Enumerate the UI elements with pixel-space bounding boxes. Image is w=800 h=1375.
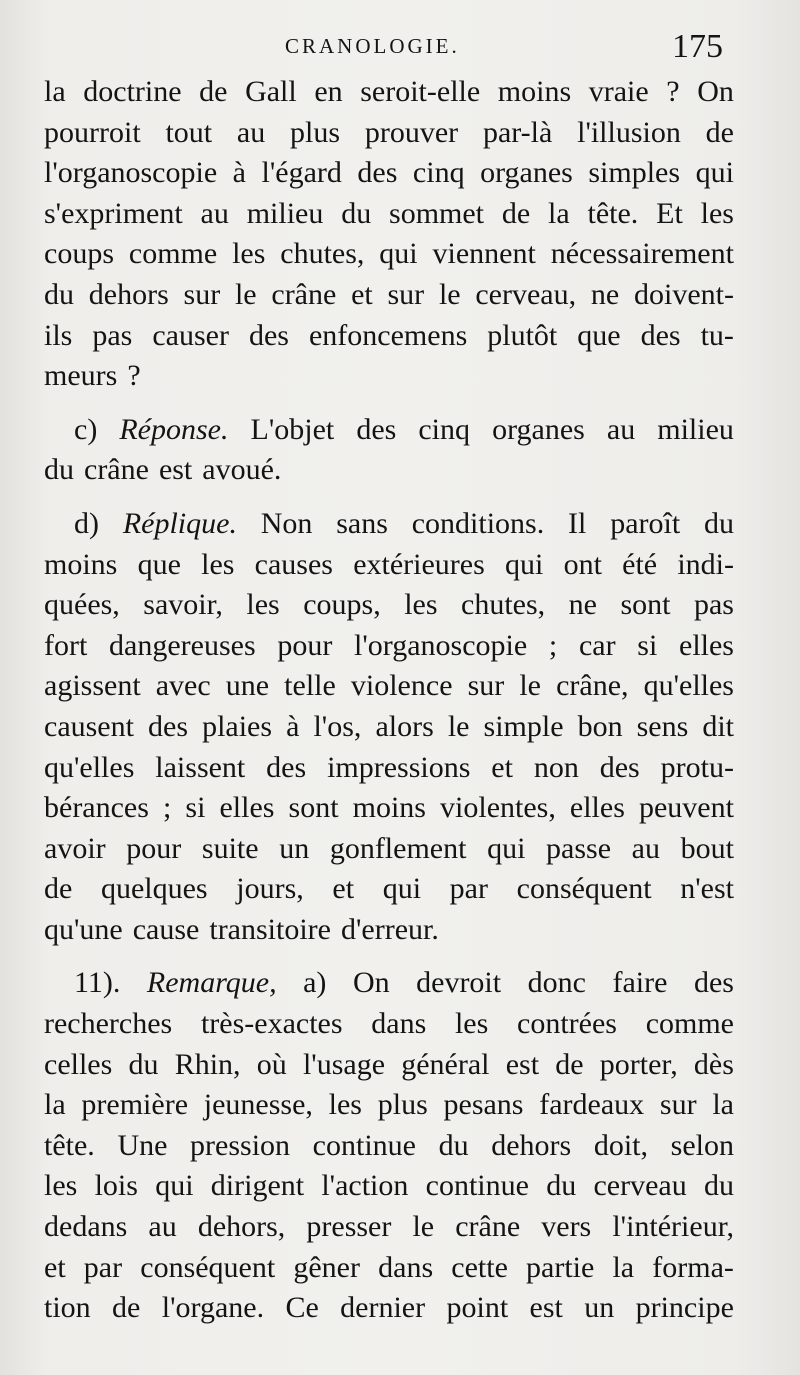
word: pression [190,1128,291,1162]
word: tu- [700,318,734,352]
word: gonflement [329,831,467,865]
word: sommet [389,196,485,230]
word: des [266,750,307,784]
word: un [584,1291,615,1325]
word: point [446,1291,509,1325]
word: dit [702,709,734,743]
word: On [697,75,734,108]
word: simples [588,156,681,190]
text-line [44,153,734,194]
word: général [401,1047,490,1081]
word: l'usage [302,1047,386,1081]
word: le [447,709,470,743]
word: qui [695,156,734,190]
word: les [328,1088,362,1122]
word: qu'une [44,912,123,946]
word: que [137,547,181,581]
text-line [44,410,734,451]
word: meurs [44,359,118,393]
text-line [44,450,734,491]
word: et [332,872,355,906]
word: partie [526,1250,595,1284]
word: l'action [321,1169,409,1203]
text-line [44,1126,734,1167]
word: telle [284,669,336,703]
word: l'égard [261,156,342,190]
word: conditions. [411,506,545,540]
text-line [44,626,734,667]
word: elles [219,791,275,825]
word: agissent [44,669,141,703]
word: dès [693,1047,734,1081]
word: milieu [657,412,734,446]
word: a) [303,966,327,1000]
word: pourroit [44,115,141,149]
text-line [44,234,734,275]
word: qu'elles [643,669,734,703]
word: Une [117,1128,168,1162]
word: continue [312,1128,416,1162]
word: dehors, [197,1210,286,1244]
word: nécessairement [550,237,734,271]
word: plutôt [487,318,558,352]
word: doctrine [83,75,182,108]
text-line [44,72,734,113]
word: de [705,115,734,149]
word: avoué. [202,453,282,487]
word: tête. [587,196,639,230]
word: sur [183,277,221,311]
word: à [232,156,246,190]
word: tête. [44,1128,95,1162]
word: première [81,1088,189,1122]
word: continue [425,1169,529,1203]
word: crâne [271,277,337,311]
word: la [712,1088,734,1122]
word: la [44,1088,66,1122]
word: et [491,750,513,784]
word: du [546,1169,577,1203]
word: sont [620,588,671,622]
word: porter, [599,1047,678,1081]
word: jours, [236,872,304,906]
word: enfoncemens [308,318,468,352]
word: moins [497,75,572,108]
text-line [44,788,734,829]
word: dehors [491,1128,572,1162]
text-line [44,910,734,951]
word: L'objet [250,412,335,446]
word: extérieures [353,547,485,581]
word: les [44,1169,78,1203]
word: causes [254,547,333,581]
word: par [83,1250,123,1284]
word: du [128,1047,159,1081]
word: tion [44,1291,91,1325]
word: qui [382,872,422,906]
word: donc [527,966,586,1000]
word: chutes, [461,588,546,622]
word: Gall [245,75,297,108]
word: ; [548,628,558,662]
word: en [314,75,343,108]
word: cause [132,912,200,946]
word: de [44,872,73,906]
word: est [529,1291,563,1325]
word: vers [541,1210,592,1244]
word: à [286,709,300,743]
word: qui [379,237,418,271]
word: des [148,709,189,743]
word: protu- [660,750,734,784]
word: car [578,628,616,662]
word: plus [290,115,341,149]
word: organes [480,156,573,190]
word: suite [201,831,259,865]
text-line [44,829,734,870]
text-line [44,666,734,707]
word: On [352,966,390,1000]
word: si [637,628,658,662]
word: le [519,669,541,703]
word: causent [44,709,134,743]
word: de [112,1291,141,1325]
word: avoir [44,831,106,865]
word: doit, [593,1128,649,1162]
word: comme [645,1007,734,1041]
word: très-exactes [200,1007,343,1041]
word: de [555,1047,584,1081]
word: cinq [418,412,471,446]
word: crâne [455,1210,521,1244]
word: principe [635,1291,734,1325]
word: été [622,547,658,581]
word: ? [127,359,141,393]
word: si [185,791,206,825]
word: la [548,196,570,230]
word: du [438,1128,469,1162]
word: elles [569,791,625,825]
word: s'expriment [44,196,183,230]
word: par [449,872,488,906]
word: dans [371,1007,427,1041]
word: non [533,750,579,784]
word: est [505,1047,540,1081]
word: les [454,1007,489,1041]
word: plus [377,1088,428,1122]
word: plaies [202,709,273,743]
word: conséquent [140,1250,276,1284]
word: violentes, [440,791,556,825]
word: moins [352,791,426,825]
word: alors [375,709,434,743]
text-line [44,1085,734,1126]
word: des [693,966,734,1000]
word: savoir, [143,588,223,622]
word: ont [563,547,602,581]
word: chutes, [280,237,365,271]
word: causer [152,318,229,352]
word: prouver [364,115,459,149]
word: l'organe. [161,1291,265,1325]
word: moins [44,547,118,581]
word: sur [467,669,505,703]
word: qui [505,547,544,581]
word: au [200,196,229,230]
word: Réponse. [119,412,229,446]
word: fardeaux [539,1088,645,1122]
word: de [199,75,228,108]
text-line [44,1248,734,1289]
word: où [256,1047,287,1081]
word: pour [277,628,333,662]
word: fort [44,628,88,662]
word: quées, [44,588,120,622]
word: du [44,453,74,487]
word: d) [74,506,99,540]
word: sont [288,791,339,825]
word: impressions [327,750,471,784]
word: l'organoscopie [44,156,218,190]
word: peuvent [638,791,734,825]
paragraph-gap [44,491,734,504]
word: et [351,277,373,311]
text-line [44,1045,734,1086]
word: l'os, [313,709,362,743]
word: comme [128,237,218,271]
word: et [44,1250,66,1284]
word: est [158,453,193,487]
word: du [341,196,372,230]
word: des [640,318,681,352]
word: vraie [588,75,649,108]
word: milieu [246,196,324,230]
text-line [44,275,734,316]
word: Rhin, [174,1047,241,1081]
page-header [0,30,800,70]
word: d'erreur. [341,912,439,946]
paragraph-gap [44,950,734,963]
word: celles [44,1047,113,1081]
running-title: CRANOLOGIE. [285,34,460,58]
word: pesans [443,1088,524,1122]
word: ils [44,318,73,352]
text-line [44,194,734,235]
word: jeunesse, [203,1088,313,1122]
text-line [44,504,734,545]
text-line [44,1207,734,1248]
word: dirigent [210,1169,305,1203]
word: le [438,277,461,311]
word: des [357,156,398,190]
word: violence [350,669,453,703]
word: devroit [416,966,502,1000]
word: le [234,277,257,311]
word: de [501,196,531,230]
word: sur [387,277,425,311]
word: Il [568,506,587,540]
word: l'illusion [577,115,681,149]
text-line [44,1004,734,1045]
word: dehors [88,277,169,311]
body-text [44,72,734,1329]
text-line [44,1288,734,1329]
text-line [44,545,734,586]
word: indi- [677,547,734,581]
word: dernier [340,1291,426,1325]
word: tout [165,115,213,149]
word: qui [155,1169,194,1203]
word: les [201,547,235,581]
word: pas [693,588,734,622]
word: presser [306,1210,392,1244]
word: crâne, [556,669,629,703]
word: dedans [44,1210,128,1244]
word: viennent [432,237,536,271]
word: des [248,318,289,352]
word: transitoire [209,912,331,946]
word: au [606,412,636,446]
word: pas [92,318,133,352]
word: Réplique. [122,506,237,540]
word: les [246,588,280,622]
word: sur [659,1088,697,1122]
word: des [599,750,640,784]
word: cette [451,1250,508,1284]
word: avec [155,669,211,703]
word: les [404,588,438,622]
word: la [44,75,66,108]
word: laissent [155,750,246,784]
word: passe [546,831,612,865]
word: un [279,831,310,865]
word: 11). [74,966,121,1000]
word: selon [670,1128,734,1162]
word: Non [260,506,313,540]
word: des [356,412,397,446]
word: elles [679,628,734,662]
word: quelques [100,872,208,906]
word: cerveau [593,1169,687,1203]
text-line [44,316,734,357]
word: crâne [84,453,149,487]
word: au [148,1210,177,1244]
word: le [412,1210,435,1244]
word: cerveau, [475,277,577,311]
text-line [44,963,734,1004]
word: au [631,831,660,865]
word: sans [336,506,388,540]
word: Et [656,196,683,230]
text-line [44,748,734,789]
word: recherches [44,1007,173,1041]
word: doivent- [633,277,734,311]
word: qu'elles [44,750,135,784]
word: forma- [652,1250,734,1284]
word: Remarque, [146,966,277,1000]
word: dangereuses [109,628,256,662]
word: paroît [610,506,681,540]
text-line [44,356,734,397]
word: les [700,196,734,230]
page-number: 175 [672,28,723,65]
word: cinq [412,156,465,190]
word: conséquent [516,872,652,906]
word: dans [378,1250,434,1284]
word: qui [487,831,526,865]
word: organes [492,412,585,446]
word: coups, [303,588,381,622]
word: la [612,1250,635,1284]
word: une [225,669,270,703]
word: sens [636,709,689,743]
paragraph-gap [44,397,734,410]
text-line [44,869,734,910]
word: contrées [517,1007,617,1041]
word: lois [94,1169,138,1203]
word: faire [612,966,668,1000]
word: simple [483,709,564,743]
text-line [44,585,734,626]
text-line [44,1166,734,1207]
text-line [44,113,734,154]
word: bérances [44,791,149,825]
word: ne [590,277,620,311]
word: du [703,506,734,540]
word: seroit-elle [360,75,481,108]
word: ne [568,588,597,622]
word: du [703,1169,734,1203]
word: c) [74,412,98,446]
word: ; [163,791,172,825]
word: les [232,237,266,271]
word: coups [44,237,114,271]
word: au [236,115,266,149]
text-line [44,707,734,748]
word: Ce [285,1291,319,1325]
word: bout [680,831,734,865]
word: bon [577,709,623,743]
word: n'est [680,872,734,906]
word: l'intérieur, [612,1210,734,1244]
word: par-là [482,115,553,149]
word: du [44,277,74,311]
word: pour [126,831,182,865]
word: l'organoscopie [354,628,528,662]
word: que [577,318,621,352]
word: gêner [293,1250,360,1284]
word: ? [666,75,680,108]
